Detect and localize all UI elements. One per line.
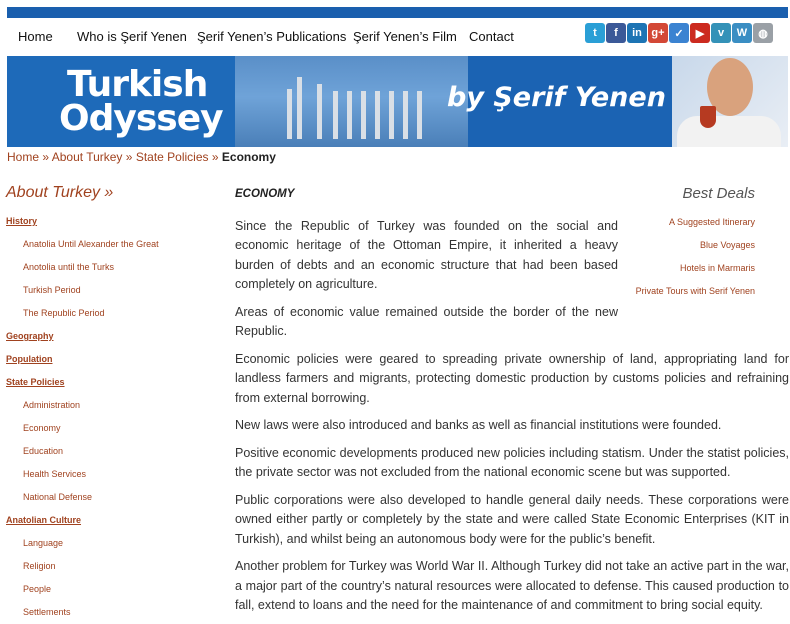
nav-film-link[interactable]: Şerif Yenen’s Film [353, 29, 457, 44]
nav-publications-link[interactable]: Şerif Yenen’s Publications [197, 29, 347, 44]
sidebar-subitem-link[interactable]: Health Services [23, 469, 87, 479]
sidebar-subitem-link[interactable]: Education [23, 446, 64, 456]
vimeo-icon[interactable]: v [711, 23, 731, 43]
breadcrumb-home[interactable]: Home [7, 150, 40, 164]
sidebar [6, 184, 206, 624]
sidebar-category-link[interactable]: State Policies [6, 377, 65, 387]
article-paragraph: Positive economic developments produced new policies including statism. Under the statist policies, the private sector was not excluded from the national economic scene but was supported. [235, 445, 789, 479]
best-deals-title: Best Deals [682, 185, 755, 202]
sidebar-category-link[interactable]: Geography [6, 331, 54, 341]
linkedin-icon[interactable]: in [627, 23, 647, 43]
sidebar-subitem-link[interactable]: People [23, 584, 52, 594]
sidebar-subitem-link[interactable]: Religion [23, 561, 56, 571]
breadcrumb-about-turkey[interactable]: About Turkey [51, 150, 123, 164]
twitter-icon[interactable]: t [585, 23, 605, 43]
article-paragraph: Another problem for Turkey was World War II. Although Turkey did not take an active part in the war, a major part of the country’s natural resources were allocated to defense. This caused production to fall, extend to loans and the need for the maintenance of and commitment to bring social equity. [235, 559, 789, 612]
sidebar-category-link[interactable]: Population [6, 354, 53, 364]
banner-byline: by Şerif Yenen [447, 82, 666, 113]
nav-who-link[interactable]: Who is Şerif Yenen [77, 29, 187, 44]
breadcrumb-state-policies[interactable]: State Policies [135, 150, 209, 164]
sidebar-category-link[interactable]: History [6, 216, 38, 226]
youtube-icon[interactable]: ▶ [690, 23, 710, 43]
social-icons [585, 23, 773, 43]
deal-link-private-tours[interactable]: Private Tours with Serif Yenen [635, 286, 755, 296]
best-deals [620, 185, 755, 303]
sidebar-heading[interactable]: About Turkey » [6, 184, 114, 201]
banner-title-block [7, 56, 235, 147]
banner-title-line2: Odyssey [59, 98, 223, 139]
deal-link-blue-voyages[interactable]: Blue Voyages [699, 240, 755, 250]
sidebar-subitem-link[interactable]: Settlements [23, 607, 71, 617]
sidebar-subitem-link[interactable]: Language [23, 538, 64, 548]
breadcrumb [7, 150, 276, 164]
nav-contact-link[interactable]: Contact [469, 29, 514, 44]
header-banner [7, 56, 788, 147]
deal-link-itinerary[interactable]: A Suggested Itinerary [668, 217, 755, 227]
sidebar-subitem-link[interactable]: National Defense [23, 492, 93, 502]
sidebar-category-link[interactable]: Anatolian Culture [6, 515, 82, 525]
sidebar-subitem-link[interactable]: Anotolia until the Turks [23, 262, 115, 272]
article-paragraph: New laws were also introduced and banks as well as financial institutions were founded. [235, 418, 722, 432]
main-nav [7, 20, 788, 54]
breadcrumb-separator: » [211, 150, 219, 164]
article-heading: ECONOMY [235, 188, 295, 200]
google-plus-icon[interactable]: g+ [648, 23, 668, 43]
article-paragraph: Since the Republic of Turkey was founded on the social and economic heritage of the Ottoman Empire, it inherited a heavy burden of debts and an economic structure that had been based completely on agriculture. [235, 218, 618, 291]
temple-ruins-image [235, 56, 468, 147]
breadcrumb-current: Economy [221, 150, 276, 164]
article-paragraph: Economic policies were geared to spreading private ownership of land, appropriating land for landless farmers and migrants, protecting domestic production by customs policies and refraining from external borrowing. [235, 351, 789, 405]
sidebar-subitem-link[interactable]: Administration [23, 400, 81, 410]
delicious-icon[interactable]: ✓ [669, 23, 689, 43]
article-paragraph: Areas of economic value remained outside the border of the new Republic. [235, 304, 618, 338]
breadcrumb-separator: » [42, 150, 50, 164]
sidebar-subitem-link[interactable]: The Republic Period [23, 308, 105, 318]
banner-title-line1: Turkish [67, 64, 208, 105]
facebook-icon[interactable]: f [606, 23, 626, 43]
wordpress-icon[interactable]: W [732, 23, 752, 43]
top-color-bar [7, 7, 788, 18]
breadcrumb-separator: » [125, 150, 133, 164]
sidebar-list [6, 210, 206, 624]
deal-link-hotels-marmaris[interactable]: Hotels in Marmaris [679, 263, 755, 273]
article-paragraph: Public corporations were also developed to handle general daily needs. These corporations were owned either partly or completely by the state and were called State Economic Enterprises (KIT in Turkish), and whilst being an autonomous body were for the public’s benefit. [235, 492, 789, 546]
sidebar-subitem-link[interactable]: Anatolia Until Alexander the Great [23, 239, 159, 249]
nav-home-link[interactable]: Home [18, 29, 53, 44]
wikipedia-icon[interactable]: ◍ [753, 23, 773, 43]
sidebar-subitem-link[interactable]: Economy [23, 423, 61, 433]
sidebar-subitem-link[interactable]: Turkish Period [23, 285, 81, 295]
author-photo [672, 56, 788, 147]
